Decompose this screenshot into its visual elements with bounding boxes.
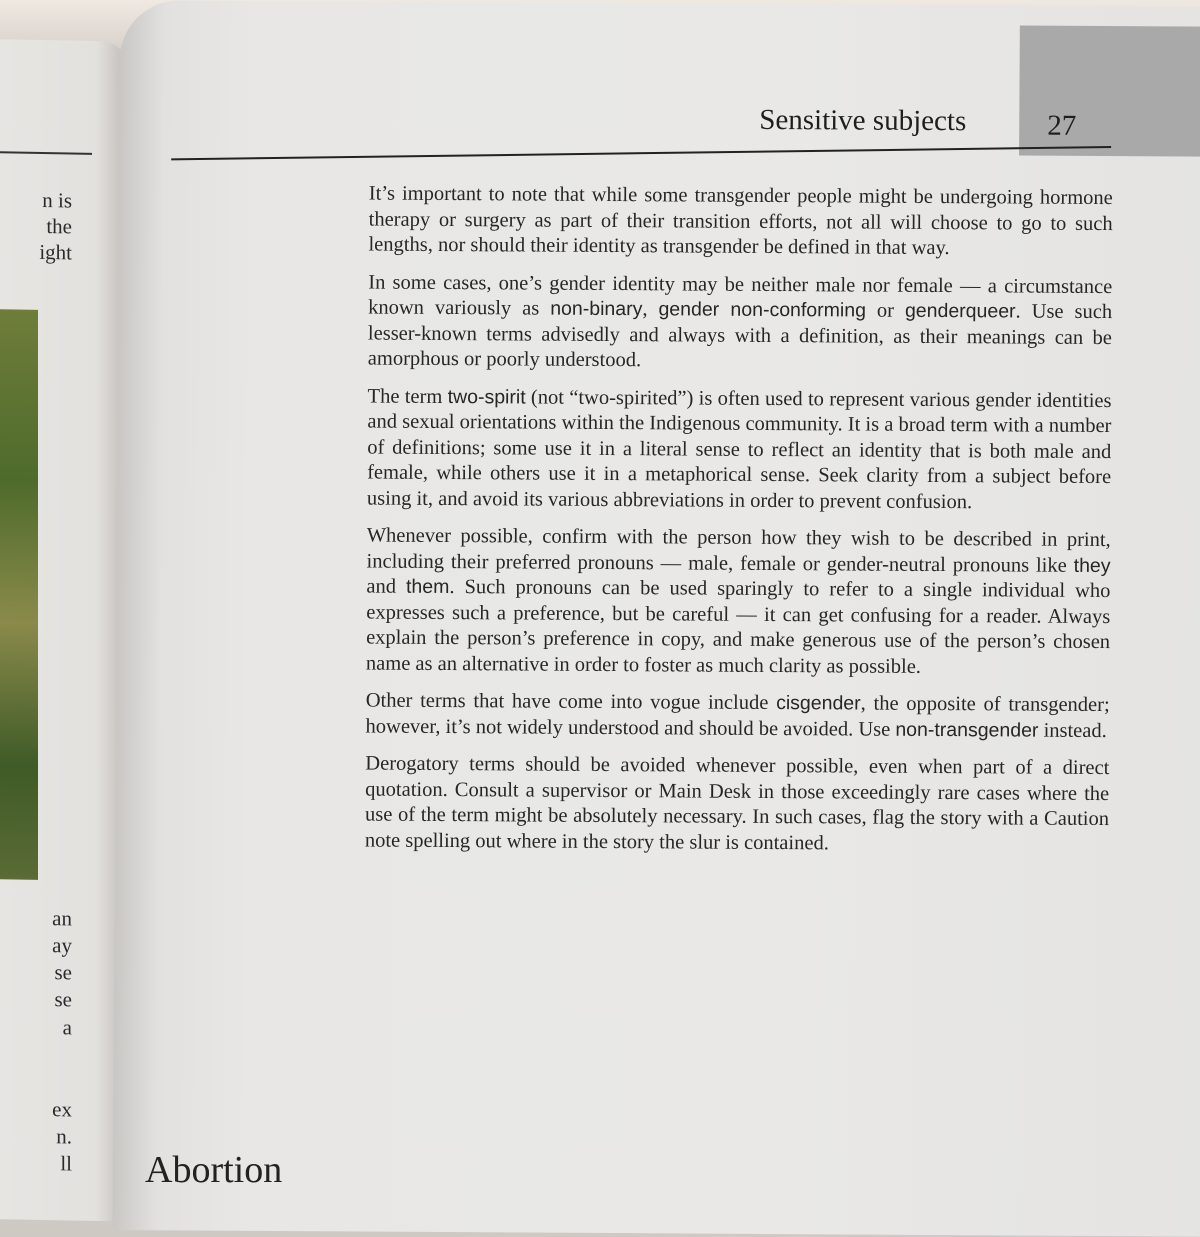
paragraph-text: It’s important to note that while some transgender people might be undergoing hormone therapy or surgery as part of their transition efforts, not all will choose to go to such lengths, nor should their identity as transgender be defined in that way. xyxy=(368,182,1113,260)
page-number: 27 xyxy=(1047,109,1077,142)
paragraph-text: Derogatory terms should be avoided whenever possible, even when part of a direct quotation. Consult a supervisor or Main Desk in those exceedingly rare cases where the use of the term might be absolutely necessary. In such cases, flag the story with a Caution note spelling out where in the story the slur is contained. xyxy=(364,752,1110,854)
paragraph-text: Whenever possible, confirm with the person how they wish to be described in print, including their preferred pronouns — male, female or gender-neutral pronouns like xyxy=(366,524,1111,577)
section-title: Sensitive subjects xyxy=(759,103,967,138)
paragraph xyxy=(367,384,1112,516)
paragraph-text: and xyxy=(366,575,407,598)
left-page-fragment: se xyxy=(54,987,72,1012)
paragraph-text: The term xyxy=(367,385,448,408)
highlighted-term: they xyxy=(1073,554,1111,577)
left-page-fragment: the xyxy=(46,214,72,239)
paragraph-text: . Such pronouns can be used sparingly to refer to a single individual who expresses such a preference, but be careful — it can get confusing for a reader. Always explain the person’s preference in copy, and make generous use of the person’s chosen name as an alternative in order to foster as much clarity as possible. xyxy=(365,576,1111,678)
left-page-fragment: n. xyxy=(56,1124,72,1149)
highlighted-term: gender non-conforming xyxy=(658,298,867,322)
left-page-fragment: an xyxy=(52,906,72,931)
highlighted-term: non-transgender xyxy=(895,718,1039,742)
highlighted-term: genderqueer xyxy=(904,299,1016,323)
highlighted-term: non-binary xyxy=(550,297,643,321)
left-page-fragment: ll xyxy=(60,1151,72,1176)
paragraph xyxy=(368,270,1113,377)
header-rule xyxy=(171,146,1111,160)
left-page-fragment: ex xyxy=(52,1097,72,1122)
paragraph-text: , xyxy=(642,298,659,321)
paragraph-text: . Use such lesser-known terms advisedly and always with a definition, as their meanings can be amorphous or poorly understood. xyxy=(367,300,1113,372)
highlighted-term: cisgender xyxy=(776,692,861,715)
paragraph-text: In some cases, one’s gender identity may be neither male nor female — a circumstance known variously as xyxy=(368,271,1113,320)
paragraph-text: , the opposite of transgender; however, it’s not widely understood and should be avoided. Use xyxy=(365,692,1110,741)
left-page-fragment: a xyxy=(62,1015,72,1040)
highlighted-term: them xyxy=(405,575,450,599)
paragraph-text: Other terms that have come into vogue include xyxy=(365,689,777,715)
left-page-fragment: se xyxy=(54,960,72,985)
left-page-rule xyxy=(0,151,92,155)
highlighted-term: two-spirit xyxy=(447,385,526,408)
paragraph xyxy=(365,752,1110,859)
right-page xyxy=(112,0,1200,1237)
paragraph-text: instead. xyxy=(1038,719,1107,742)
left-page-fragment: ay xyxy=(52,933,72,958)
body-text xyxy=(365,182,1113,871)
left-page-fragment: n is xyxy=(42,187,72,213)
left-page-fragment: ight xyxy=(39,239,72,265)
left-page-photo xyxy=(0,309,38,880)
left-page xyxy=(0,39,130,1222)
paragraph xyxy=(368,182,1112,263)
paragraph xyxy=(365,689,1109,745)
next-section-heading: Abortion xyxy=(145,1149,283,1191)
paragraph-text: (not “two-spirited”) is often used to represent various gender identities and sexual orientations within the Indigenous community. It is a broad term with a number of definitions; some use it in a literal sense to reflect an identity that is both male and female, while others use it in a metaphorical sense. Seek clarity from a subject before using it, and avoid its various abbreviations in order to prevent confusion. xyxy=(366,385,1112,513)
paragraph xyxy=(366,524,1111,682)
paragraph-text: or xyxy=(865,299,906,322)
